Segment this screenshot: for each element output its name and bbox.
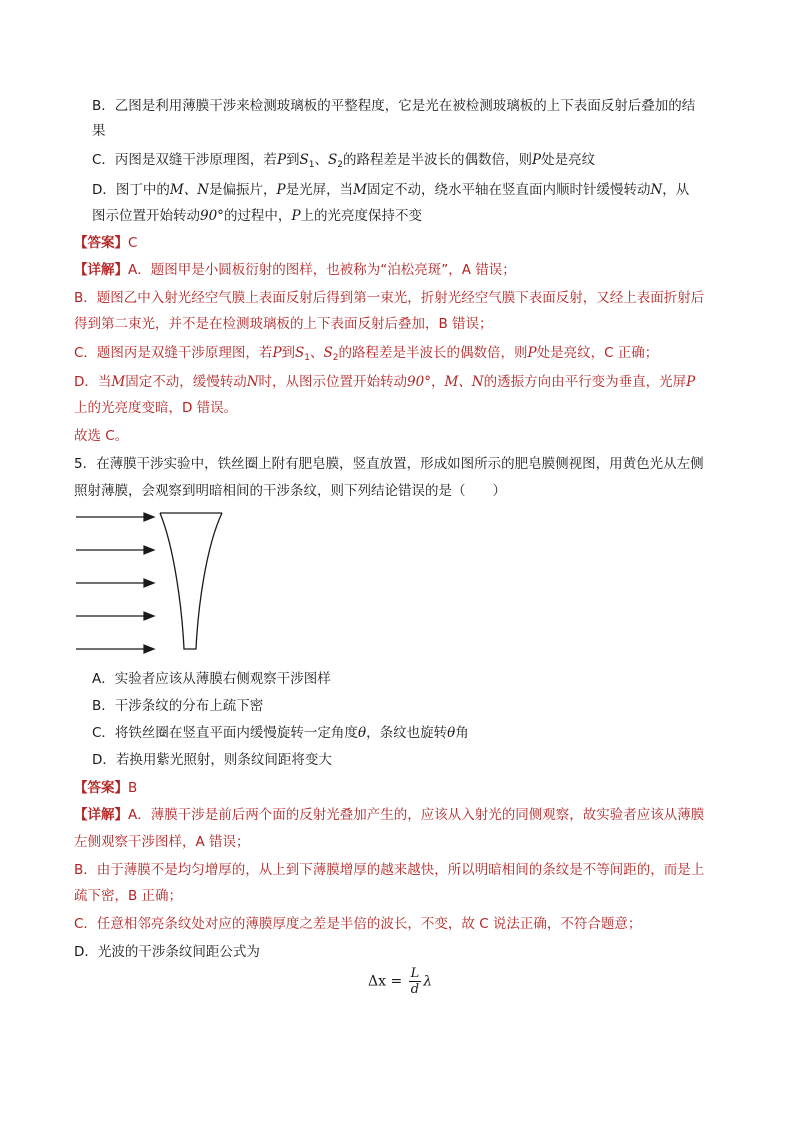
q4-detail-b-line1: B．题图乙中入射光经空气膜上表面反射后得到第一束光，折射光经空气膜下表面反射，又经上表面折射后 (74, 290, 705, 306)
formula-denominator: d (410, 982, 420, 997)
formula-numerator: L (410, 966, 420, 981)
fringe-spacing-formula (368, 966, 432, 997)
q4-answer: 【答案】C (74, 235, 138, 251)
formula-fraction (409, 966, 422, 997)
q4-option-b-line1: B．乙图是利用薄膜干涉来检测玻璃板的平整程度，它是光在被检测玻璃板的上下表面反射后叠加的结 (92, 98, 696, 114)
q4-conclusion: 故选 C。 (74, 428, 129, 444)
q4-detail-b-line2: 得到第二束光，并不是在检测玻璃板的上下表面反射后叠加，B 错误； (74, 316, 493, 332)
soap-film-outline (160, 513, 222, 649)
q5-stem-line1: 5．在薄膜干涉实验中，铁丝圈上附有肥皂膜，竖直放置，形成如图所示的肥皂膜侧视图，用黄色光从左侧 (74, 456, 704, 472)
q5-stem-line2: 照射薄膜，会观察到明暗相间的干涉条纹，则下列结论错误的是（ ） (74, 483, 506, 499)
q5-answer: 【答案】B (74, 780, 138, 796)
q5-detail-a-line1: 【详解】A．薄膜干涉是前后两个面的反射光叠加产生的，应该从入射光的同侧观察，故实验者应该从薄膜 (74, 807, 705, 823)
arrow-head (144, 645, 154, 653)
q5-option-a: A．实验者应该从薄膜右侧观察干涉图样 (92, 671, 331, 687)
q4-option-d-line2: 图示位置开始转动90°的过程中，P上的光亮度保持不变 (92, 208, 423, 224)
q4-option-d-line1: D．图丁中的M、N是偏振片，P是光屏，当M固定不动，绕水平轴在竖直面内顺时针缓慢转动N，从 (92, 182, 690, 198)
q5-option-d: D．若换用紫光照射，则条纹间距将变大 (92, 752, 332, 768)
q4-detail-a: 【详解】A．题图甲是小圆板衍射的图样，也被称为“泊松亮斑”，A 错误； (74, 262, 516, 278)
soap-film-figure (74, 507, 244, 657)
arrow-head (144, 513, 154, 521)
q5-detail-a-line2: 左侧观察干涉图样，A 错误； (74, 834, 250, 850)
arrow-head (144, 612, 154, 620)
q5-detail-d: D．光波的干涉条纹间距公式为 (74, 944, 260, 960)
q4-option-b-line2: 果 (92, 123, 106, 139)
formula-lambda: λ (423, 973, 433, 990)
formula-lhs: Δx = (368, 973, 403, 990)
q4-detail-d-line1: D．当M固定不动，缓慢转动N时，从图示位置开始转动90°，M、N的透振方向由平行变为垂直，光屏P (74, 374, 696, 390)
q4-detail-d-line2: 上的光亮度变暗，D 错误。 (74, 400, 238, 416)
q5-option-c: C．将铁丝圈在竖直平面内缓慢旋转一定角度θ，条纹也旋转θ角 (92, 725, 469, 741)
q5-detail-b-line2: 疏下密，B 正确； (74, 888, 183, 904)
q5-option-b: B．干涉条纹的分布上疏下密 (92, 698, 264, 714)
q5-detail-c: C．任意相邻亮条纹处对应的薄膜厚度之差是半倍的波长，不变，故 C 说法正确，不符合题意； (74, 916, 642, 932)
arrow-head (144, 579, 154, 587)
q5-detail-b-line1: B．由于薄膜不是均匀增厚的，从上到下薄膜增厚的越来越快，所以明暗相间的条纹是不等间距的，而是上 (74, 862, 705, 878)
arrow-head (144, 546, 154, 554)
q4-detail-c: C．题图丙是双缝干涉原理图，若P到$S_1$、$S_2$的路程差是半波长的偶数倍，则P处是亮纹，C 正确； (74, 345, 659, 363)
q4-option-c: C．丙图是双缝干涉原理图，若P到$S_1$、$S_2$的路程差是半波长的偶数倍，则P处是亮纹 (92, 152, 596, 170)
